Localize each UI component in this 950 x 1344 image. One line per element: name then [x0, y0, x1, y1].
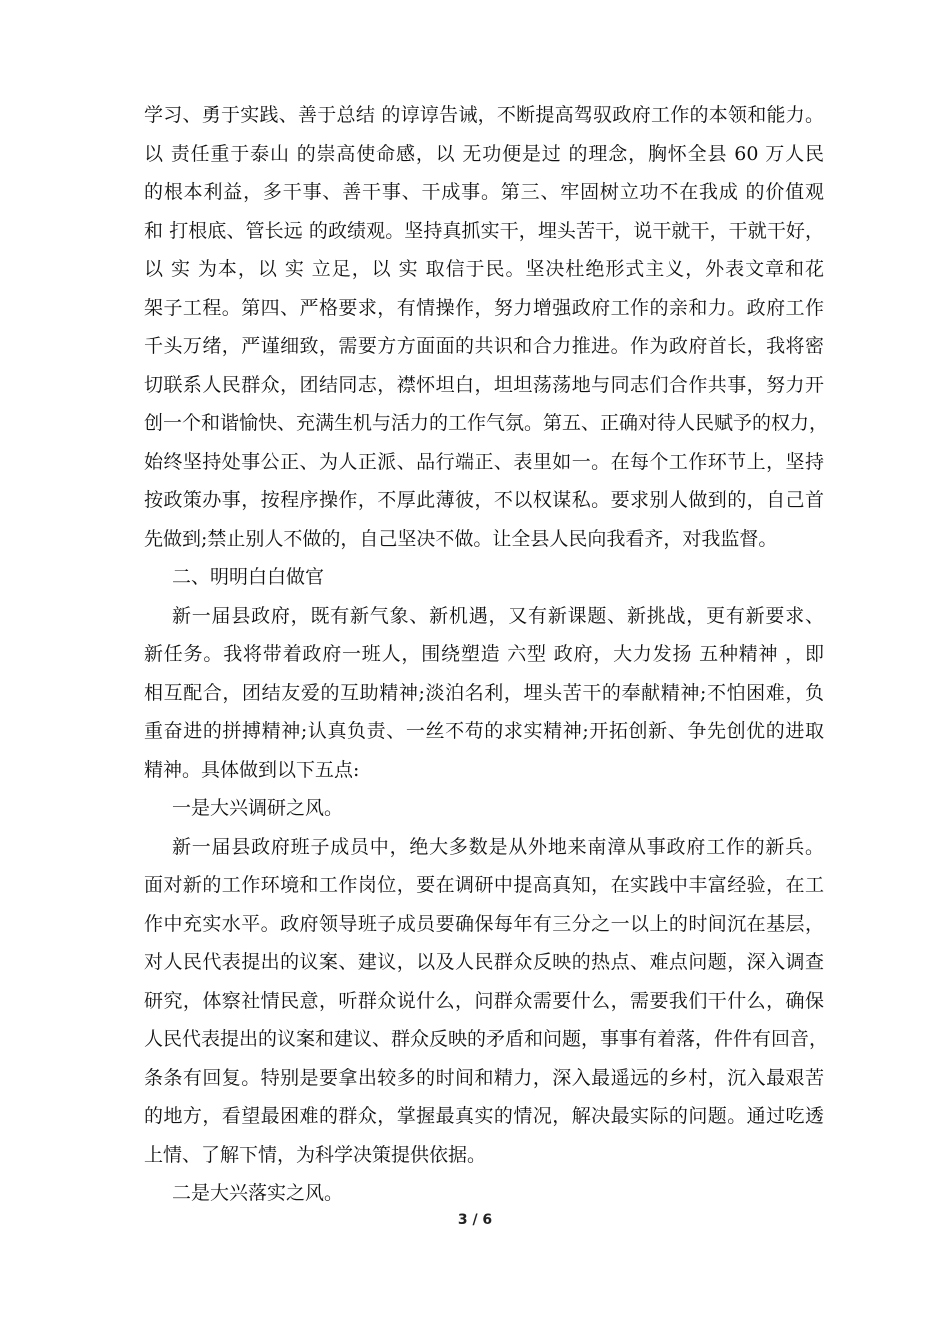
text-line: 的根本利益，多干事、善干事、干成事。第三、牢固树立功不在我成 的价值观: [144, 181, 824, 203]
text-line: 条条有回复。特别是要拿出较多的时间和精力，深入最遥远的乡村，沉入最艰苦: [144, 1066, 824, 1089]
text-line: 的地方，看望最困难的群众，掌握最真实的情况，解决最实际的问题。通过吃透: [144, 1105, 824, 1127]
text-line: 面对新的工作环境和工作岗位，要在调研中提高真知，在实践中丰富经验，在工: [144, 874, 824, 896]
text-line: 新任务。我将带着政府一班人，围绕塑造 六型 政府，大力发扬 五种精神 ，即: [144, 643, 824, 665]
text-line: 以 责任重于泰山 的崇高使命感，以 无功便是过 的理念，胸怀全县 60 万人民: [144, 142, 824, 165]
text-line: 始终坚持处事公正、为人正派、品行端正、表里如一。在每个工作环节上，坚持: [144, 450, 824, 473]
subsection-heading: 二是大兴落实之风。: [172, 1182, 344, 1204]
text-line: 对人民代表提出的议案、建议，以及人民群众反映的热点、难点问题，深入调查: [144, 951, 824, 973]
text-line: 研究，体察社情民意，听群众说什么，问群众需要什么，需要我们干什么，确保: [144, 989, 824, 1012]
text-line: 切联系人民群众，团结同志，襟怀坦白，坦坦荡荡地与同志们合作共事，努力开: [144, 373, 824, 396]
text-line: 学习、勇于实践、善于总结 的谆谆告诫，不断提高驾驭政府工作的本领和能力。: [144, 104, 824, 126]
text-line: 人民代表提出的议案和建议、群众反映的矛盾和问题，事事有着落，件件有回音，: [144, 1028, 829, 1050]
text-line: 先做到;禁止别人不做的，自己坚决不做。让全县人民向我看齐，对我监督。: [144, 527, 778, 550]
text-line: 上情、了解下情，为科学决策提供依据。: [144, 1143, 487, 1166]
text-line: 精神。具体做到以下五点:: [144, 758, 360, 781]
document-body: [144, 96, 829, 1213]
text-line: 重奋进的拼搏精神;认真负责、一丝不苟的求实精神;开拓创新、争先创优的进取: [144, 720, 824, 742]
text-line: 架子工程。第四、严格要求，有情操作，努力增强政府工作的亲和力。政府工作: [144, 296, 824, 319]
text-line: 按政策办事，按程序操作，不厚此薄彼，不以权谋私。要求别人做到的，自己首: [144, 489, 824, 511]
text-line: 千头万绪，严谨细致，需要方方面面的共识和合力推进。作为政府首长，我将密: [144, 335, 824, 357]
page-number: 3 / 6: [457, 1212, 493, 1228]
text-line: 相互配合，团结友爱的互助精神;淡泊名利，埋头苦干的奉献精神;不怕困难，负: [144, 681, 824, 704]
text-line: 和 打根底、管长远 的政绩观。坚持真抓实干，埋头苦干，说干就干，干就干好，: [144, 219, 824, 242]
text-line: 作中充实水平。政府领导班子成员要确保每年有三分之一以上的时间沉在基层，: [144, 912, 824, 935]
text-line: 新一届县政府班子成员中，绝大多数是从外地来南漳从事政府工作的新兵。: [172, 835, 824, 858]
text-line: 新一届县政府，既有新气象、新机遇，又有新课题、新挑战，更有新要求、: [172, 604, 824, 627]
text-line: 以 实 为本，以 实 立足，以 实 取信于民。坚决杜绝形式主义，外表文章和花: [144, 258, 824, 280]
subsection-heading: 一是大兴调研之风。: [172, 797, 344, 819]
text-line: 创一个和谐愉快、充满生机与活力的工作气氛。第五、正确对待人民赋予的权力，: [144, 412, 829, 434]
section-heading: 二、明明白白做官: [172, 566, 325, 588]
